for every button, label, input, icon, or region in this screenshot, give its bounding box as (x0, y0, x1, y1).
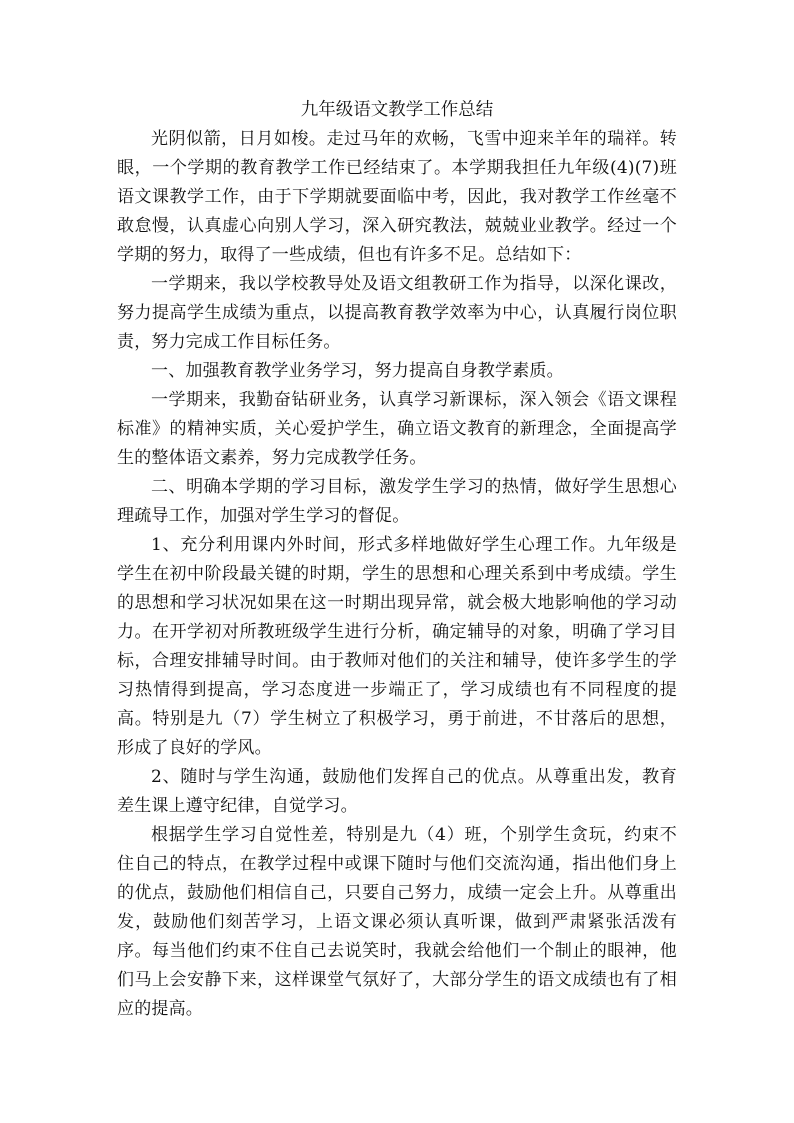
paragraph-overview: 一学期来，我以学校教导处及语文组教研工作为指导，以深化课改，努力提高学生成绩为重点，以提高教育教学效率为中心，认真履行岗位职责，努力完成工作目标任务。 (117, 274, 677, 352)
section-heading-2: 二、明确本学期的学习目标，激发学生学习的热情，做好学生思想心理疏导工作，加强对学生学习的督促。 (117, 477, 677, 526)
document-title: 九年级语文教学工作总结 (300, 100, 494, 120)
paragraph-intro: 光阴似箭，日月如梭。走过马年的欢畅，飞雪中迎来羊年的瑞祥。转眼，一个学期的教育教学工作已经结束了。本学期我担任九年级(4)(7)班语文课教学工作，由于下学期就要面临中考，因此，我对教学工作丝毫不敢怠慢，认真虚心向别人学习，深入研究教法，兢兢业业教学。经过一个学期的努力，取得了一些成绩，但也有许多不足。总结如下： (117, 129, 677, 265)
paragraph-section-1: 一学期来，我勤奋钻研业务，认真学习新课标，深入领会《语文课程标准》的精神实质，关心爱护学生，确立语文教育的新理念，全面提高学生的整体语文素养，努力完成教学任务。 (117, 390, 677, 468)
paragraph-point-2-detail: 根据学生学习自觉性差，特别是九（4）班，个别学生贪玩，约束不住自己的特点，在教学过程中或课下随时与他们交流沟通，指出他们身上的优点，鼓励他们相信自己，只要自己努力，成绩一定会上升。从尊重出发，鼓励他们刻苦学习，上语文课必须认真听课，做到严肃紧张活泼有序。每当他们约束不住自己去说笑时，我就会给他们一个制止的眼神，他们马上会安静下来，这样课堂气氛好了，大部分学生的语文成绩也有了相应的提高。 (117, 825, 677, 1019)
document-body (117, 96, 677, 1024)
section-heading-1: 一、加强教育教学业务学习，努力提高自身教学素质。 (151, 361, 564, 381)
paragraph-point-2: 2、随时与学生沟通，鼓励他们发挥自己的优点。从尊重出发，教育差生课上遵守纪律，自觉学习。 (117, 767, 677, 816)
paragraph-point-1: 1、充分利用课内外时间，形式多样地做好学生心理工作。九年级是学生在初中阶段最关键的时期，学生的思想和心理关系到中考成绩。学生的思想和学习状况如果在这一时期出现异常，就会极大地影响他的学习动力。在开学初对所教班级学生进行分析，确定辅导的对象，明确了学习目标，合理安排辅导时间。由于教师对他们的关注和辅导，使许多学生的学习热情得到提高，学习态度进一步端正了，学习成绩也有不同程度的提高。特别是九（7）学生树立了积极学习，勇于前进，不甘落后的思想，形成了良好的学风。 (117, 535, 677, 758)
